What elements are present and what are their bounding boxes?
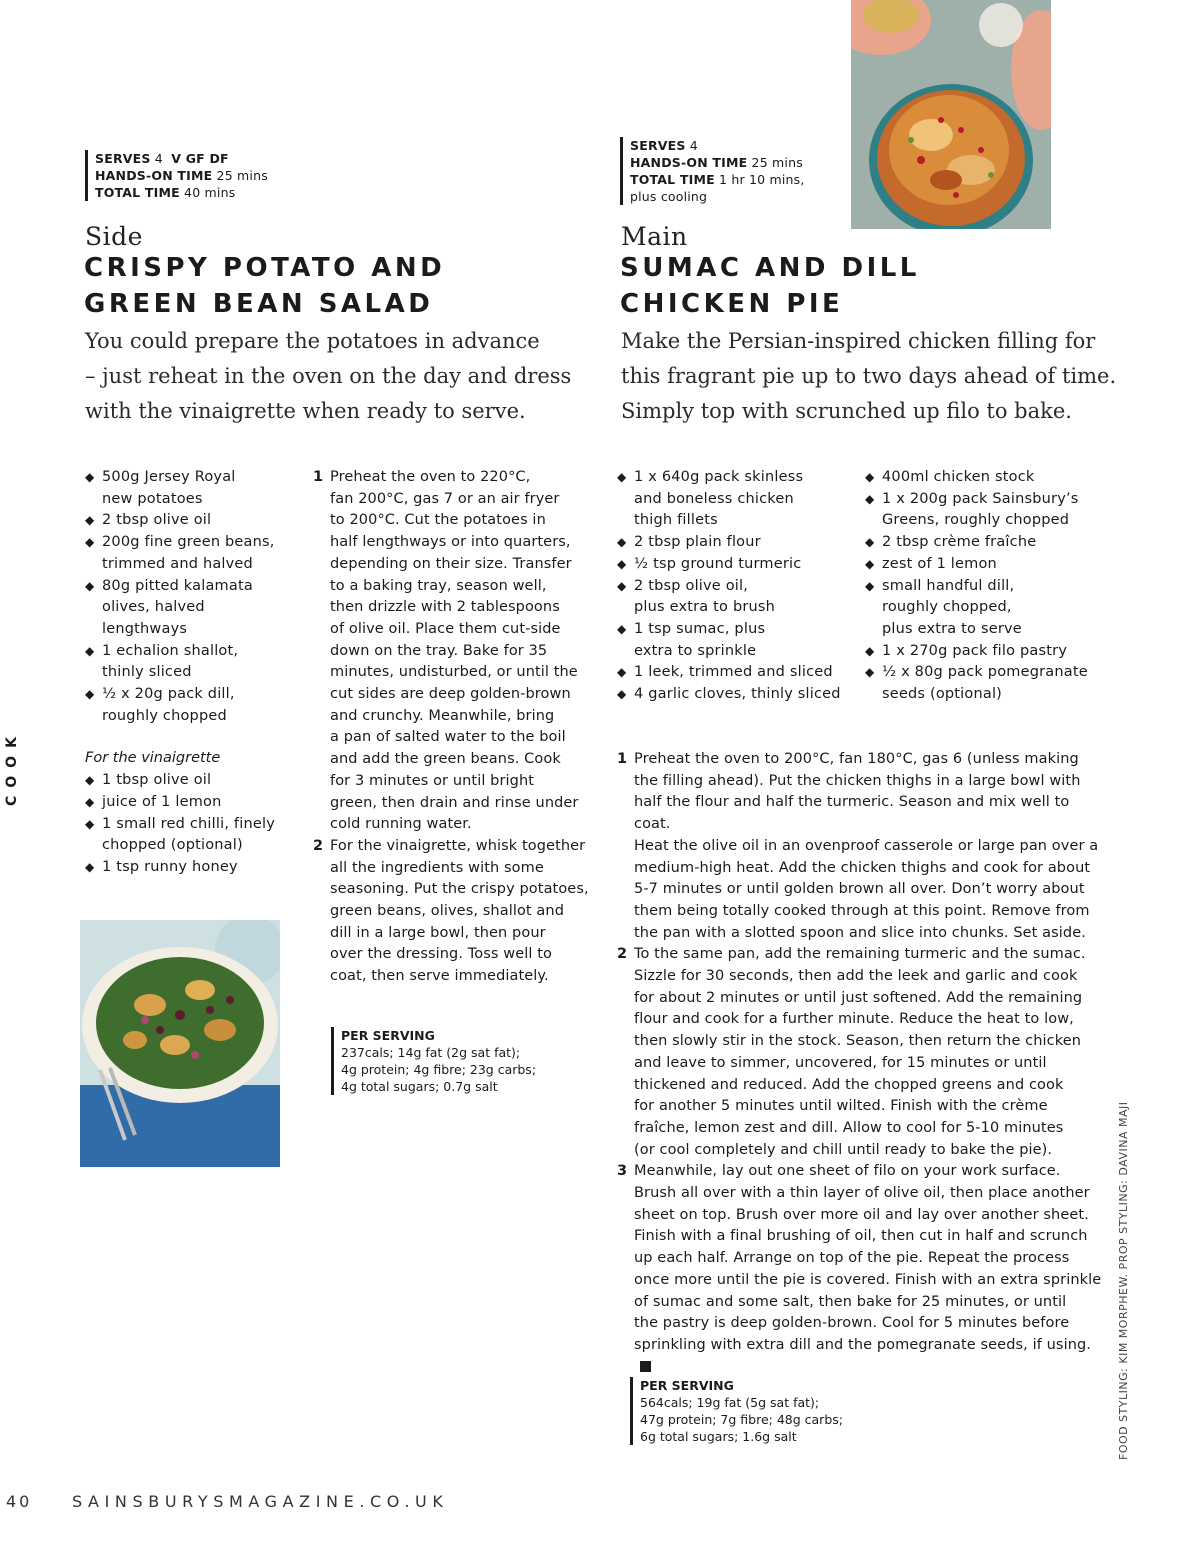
list-item: ◆ 1 x 640g pack skinless and boneless chicken thigh fillets xyxy=(617,467,857,532)
list-item: ◆ juice of 1 lemon xyxy=(85,792,300,814)
list-item: ◆ 1 echalion shallot, thinly sliced xyxy=(85,641,300,684)
list-item: ◆ 2 tbsp olive oil xyxy=(85,510,300,532)
potato-salad-photo xyxy=(80,920,280,1167)
right-title: SUMAC AND DILL CHICKEN PIE xyxy=(620,253,920,319)
serves-line: SERVES 4 xyxy=(630,138,698,153)
left-category: Side xyxy=(85,222,143,251)
end-mark-icon xyxy=(640,1361,651,1372)
left-intro: You could prepare the potatoes in advance – just reheat in the oven on the day and dress with the vinaigrette when ready to serve. xyxy=(85,329,572,423)
list-item: ◆ 400ml chicken stock xyxy=(865,467,1105,489)
list-item: ◆ ½ x 80g pack pomegranate seeds (optional) xyxy=(865,662,1105,705)
section-label: COOK xyxy=(4,729,20,806)
list-item: ◆ 1 small red chilli, finely chopped (optional) xyxy=(85,814,300,857)
list-item: ◆ 1 x 200g pack Sainsbury’s Greens, roughly chopped xyxy=(865,489,1105,532)
ingredient-list xyxy=(85,467,300,727)
left-recipe-meta xyxy=(85,150,315,201)
left-method xyxy=(313,467,593,988)
method-step: 3 Meanwhile, lay out one sheet of filo on your work surface. Brush all over with a thin layer of olive oil, then place another sheet on top. Brush over more oil and lay over another sheet. Finish with a final brushing of oil, then cut in half and scrunch up each half. Arrange on top of the pie. Repeat the process once more until the pie is covered. Finish with an extra sprinkle of sumac and some salt, then bake for 25 minutes, or until the pastry is deep golden-brown. Cool for 5 minutes before sprinkling with extra dill and the pomegranate seeds, if using. xyxy=(617,1161,1107,1378)
total-time-line: TOTAL TIME 40 mins xyxy=(95,185,236,200)
right-per-serving: PER SERVING 564cals; 19g fat (5g sat fat); 47g protein; 7g fibre; 48g carbs; 6g total sugars; 1.6g salt xyxy=(630,1377,890,1445)
list-item: ◆ 500g Jersey Royal new potatoes xyxy=(85,467,300,510)
list-item: ◆ ½ x 20g pack dill, roughly chopped xyxy=(85,684,300,727)
list-item: ◆ 1 leek, trimmed and sliced xyxy=(617,662,857,684)
list-item: ◆ 2 tbsp plain flour xyxy=(617,532,857,554)
page-number: 40 xyxy=(6,1492,33,1511)
list-item: ◆ 4 garlic cloves, thinly sliced xyxy=(617,684,857,706)
right-ingredients-col1 xyxy=(617,467,857,706)
method-step: 1 Preheat the oven to 220°C, fan 200°C, gas 7 or an air fryer to 200°C. Cut the potatoes in half lengthways or into quarters, depending on their size. Transfer to a baking tray, season well, then drizzle with 2 tablespoons of olive oil. Place them cut-side down on the tray. Bake for 35 minutes, undisturbed, or until the cut sides are deep golden-brown and crunchy. Meanwhile, bring a pan of salted water to the boil and add the green beans. Cook for 3 minutes or until bright green, then drain and rinse under cold running water. xyxy=(313,469,579,833)
right-ingredients-col2 xyxy=(865,467,1105,706)
total-time-extra: plus cooling xyxy=(630,189,708,204)
method-step: 1 Preheat the oven to 200°C, fan 180°C, gas 6 (unless making the filling ahead). Put the chicken thighs in a large bowl with half the flour and half the turmeric. Season and mix well to coat. Heat the olive oil in an ovenproof casserole or large pan over a medium-high heat. Add the chicken thighs and cook for about 5-7 minutes or until golden brown all over. Don’t worry about them being totally cooked through at this point. Remove from the pan with a slotted spoon and slice into chunks. Set aside. xyxy=(617,751,1099,941)
left-ingredients xyxy=(85,467,300,879)
method-step: 2 For the vinaigrette, whisk together all the ingredients with some seasoning. Put the crispy potatoes, green beans, olives, shallot and dill in a large bowl, then pour over the dressing. Toss well to coat, then serve immediately. xyxy=(313,837,589,985)
list-item: ◆ 1 x 270g pack filo pastry xyxy=(865,641,1105,663)
method-step: 2 To the same pan, add the remaining turmeric and the sumac. Sizzle for 30 seconds, then add the leek and garlic and cook for about 2 minutes or until just softened. Add the remaining flour and cook for a further minute. Reduce the heat to low, then slowly stir in the stock. Season, then return the chicken and leave to simmer, uncovered, for 15 minutes or until thickened and reduced. Add the chopped greens and cook for another 5 minutes until wilted. Finish with the crème fraîche, lemon zest and dill. Allow to cool for 5-10 minutes (or cool completely and chill until ready to bake the pie). xyxy=(617,946,1086,1158)
vinaigrette-list xyxy=(85,770,300,879)
serves-line: SERVES 4 V GF DF xyxy=(95,151,229,166)
list-item: ◆ ½ tsp ground turmeric xyxy=(617,554,857,576)
left-title: CRISPY POTATO AND GREEN BEAN SALAD xyxy=(84,253,446,319)
ingredient-list xyxy=(617,467,857,706)
website-url: SAINSBURYSMAGAZINE.CO.UK xyxy=(72,1492,449,1511)
diet-tags: V GF DF xyxy=(171,151,229,166)
list-item: ◆ 200g fine green beans, trimmed and halved xyxy=(85,532,300,575)
right-intro: Make the Persian-inspired chicken filling for this fragrant pie up to two days ahead of time. Simply top with scrunched up filo to bake. xyxy=(621,329,1117,423)
right-recipe-meta xyxy=(620,137,850,205)
right-category: Main xyxy=(621,222,688,251)
photo-credits: FOOD STYLING: KIM MORPHEW. PROP STYLING: DAVINA MAJI xyxy=(1117,1101,1130,1460)
chicken-pie-photo xyxy=(851,0,1051,229)
list-item: ◆ 1 tbsp olive oil xyxy=(85,770,300,792)
right-method xyxy=(617,749,1107,1378)
left-per-serving: PER SERVING 237cals; 14g fat (2g sat fat); 4g protein; 4g fibre; 23g carbs; 4g total sugars; 0.7g salt xyxy=(331,1027,581,1095)
method-steps xyxy=(617,749,1107,1378)
list-item: ◆ small handful dill, roughly chopped, plus extra to serve xyxy=(865,576,1105,641)
method-steps xyxy=(313,467,593,988)
ingredient-list xyxy=(865,467,1105,706)
hands-on-line: HANDS-ON TIME 25 mins xyxy=(630,155,803,170)
list-item: ◆ 80g pitted kalamata olives, halved lengthways xyxy=(85,576,300,641)
total-time-line: TOTAL TIME 1 hr 10 mins, xyxy=(630,172,805,187)
list-item: ◆ zest of 1 lemon xyxy=(865,554,1105,576)
vinaigrette-heading: For the vinaigrette xyxy=(85,750,221,767)
list-item: ◆ 1 tsp runny honey xyxy=(85,857,300,879)
hands-on-line: HANDS-ON TIME 25 mins xyxy=(95,168,268,183)
list-item: ◆ 2 tbsp olive oil, plus extra to brush xyxy=(617,576,857,619)
list-item: ◆ 1 tsp sumac, plus extra to sprinkle xyxy=(617,619,857,662)
list-item: ◆ 2 tbsp crème fraîche xyxy=(865,532,1105,554)
